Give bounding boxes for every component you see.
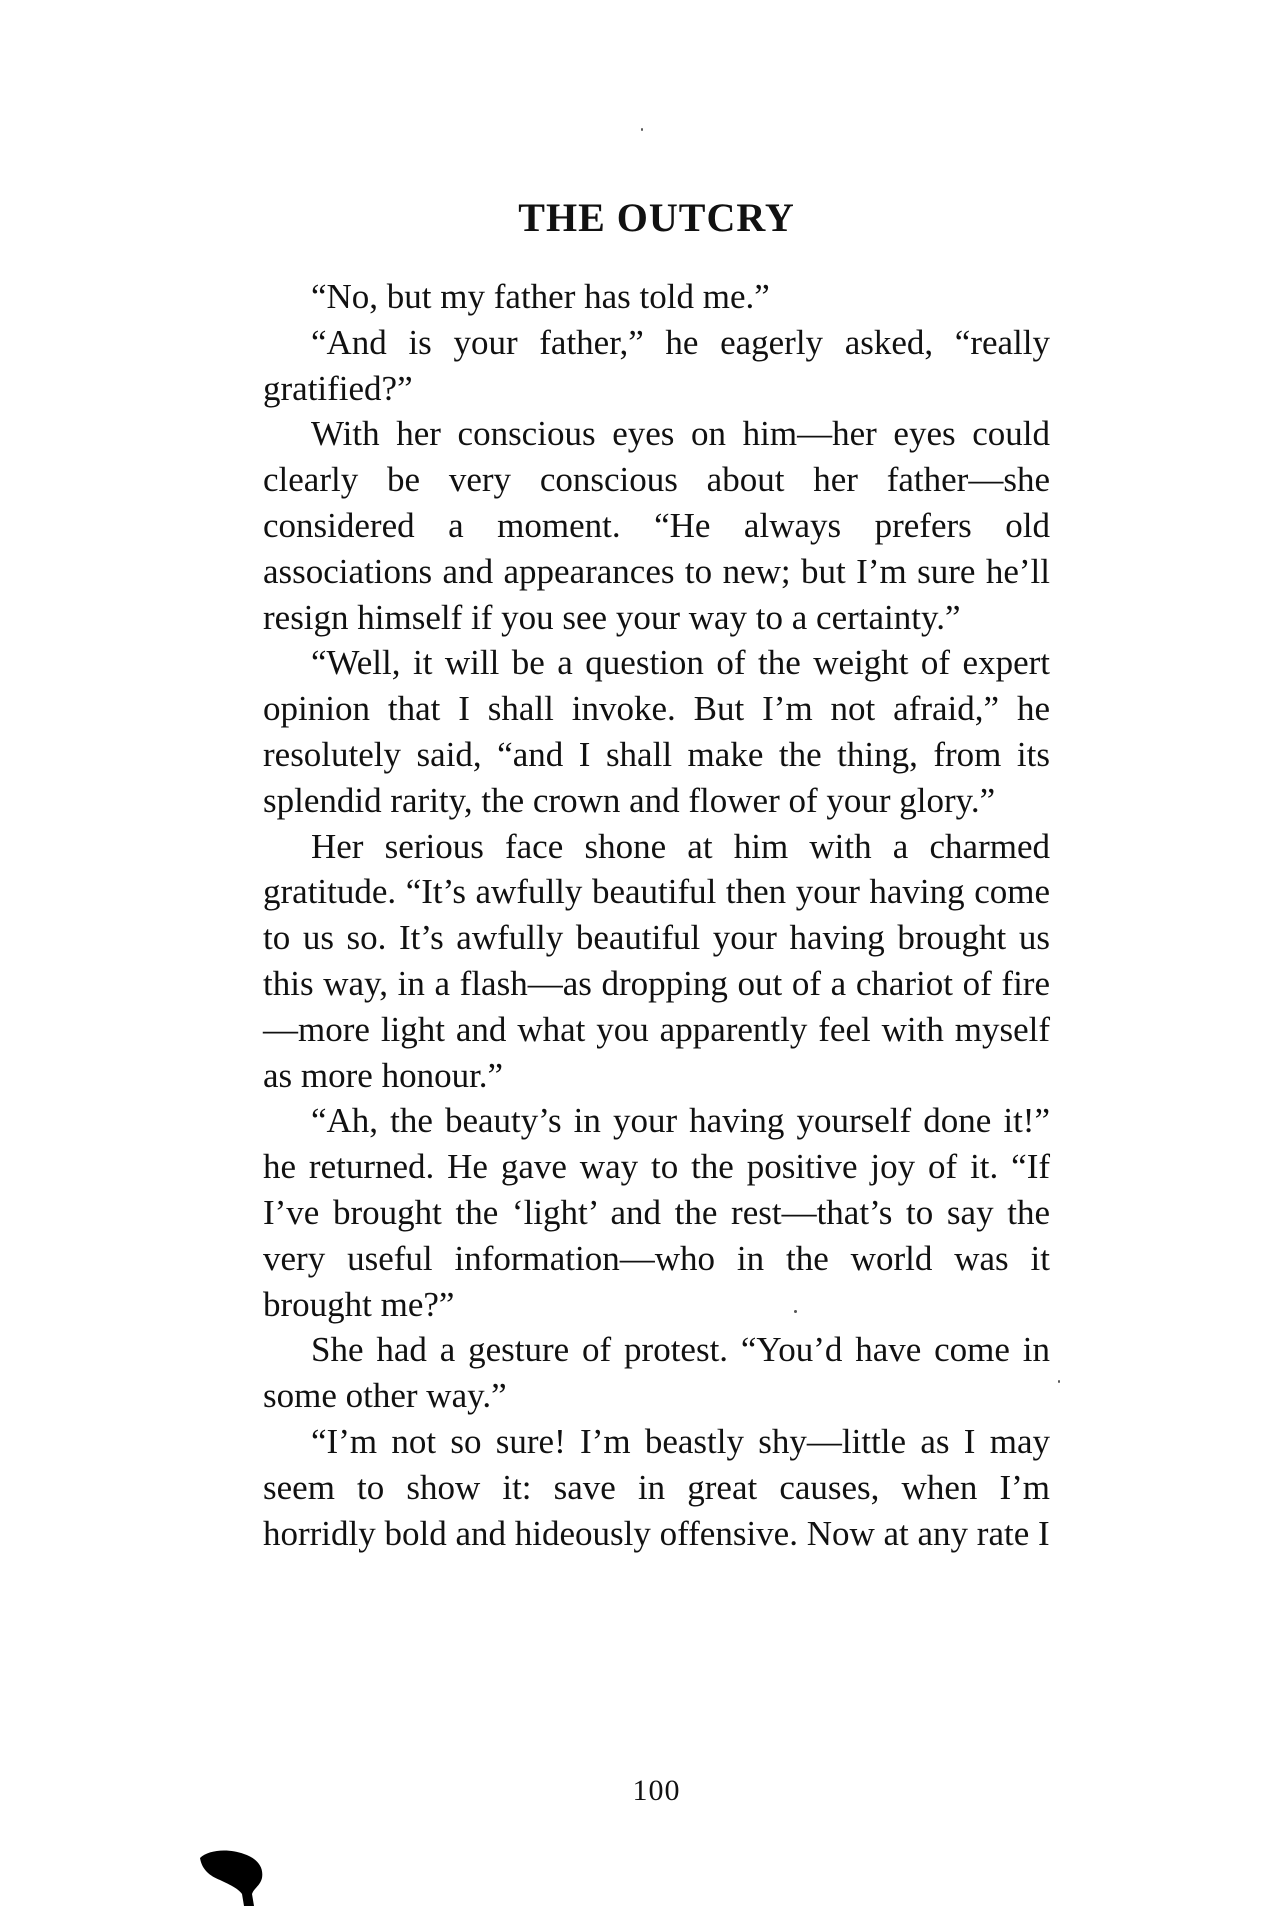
page-number: 100	[632, 1774, 681, 1807]
paper-speck	[641, 128, 643, 131]
paragraph: “Well, it will be a question of the weight of expert opinion that I shall invoke. But I’m not afraid,” he resolutely said, “and I shall make the thing, from its splendid rarity, the crown and flower of your glory.”	[263, 643, 1050, 820]
running-head: THE OUTCRY	[518, 195, 795, 240]
paragraph: With her conscious eyes on him—her eyes could clearly be very conscious about her father—she considered a moment. “He always prefers old associations and appearances to new; but I’m sure he’ll resign himself if you see your way to a certainty.”	[263, 414, 1050, 637]
paragraph: Her serious face shone at him with a charmed gratitude. “It’s awfully beautiful then your having come to us so. It’s awfully beautiful your having brought us this way, in a flash—as dropping out of a chariot of fire—more light and what you apparently feel with myself as more honour.”	[263, 826, 1050, 1095]
body-text	[263, 274, 1050, 1556]
paragraph: “No, but my father has told me.”	[311, 277, 770, 316]
paragraph: “Ah, the beauty’s in your having yourself done it!” he returned. He gave way to the positive joy of it. “If I’ve brought the ‘light’ and the rest—that’s to say the very useful information—who in the world was it brought me?”	[263, 1101, 1050, 1324]
paragraph: She had a gesture of protest. “You’d have come in some other way.”	[263, 1330, 1050, 1416]
black-thumb-smudge-icon	[198, 1848, 268, 1908]
paragraph: “I’m not so sure! I’m beastly shy—little as I may seem to show it: save in great causes, when I’m horridly bold and hideously offensive. Now at any rate I	[263, 1421, 1050, 1553]
paragraph: “And is your father,” he eagerly asked, “really gratified?”	[263, 322, 1050, 408]
paper-speck	[794, 1310, 797, 1313]
paper-speck	[1058, 1380, 1060, 1383]
